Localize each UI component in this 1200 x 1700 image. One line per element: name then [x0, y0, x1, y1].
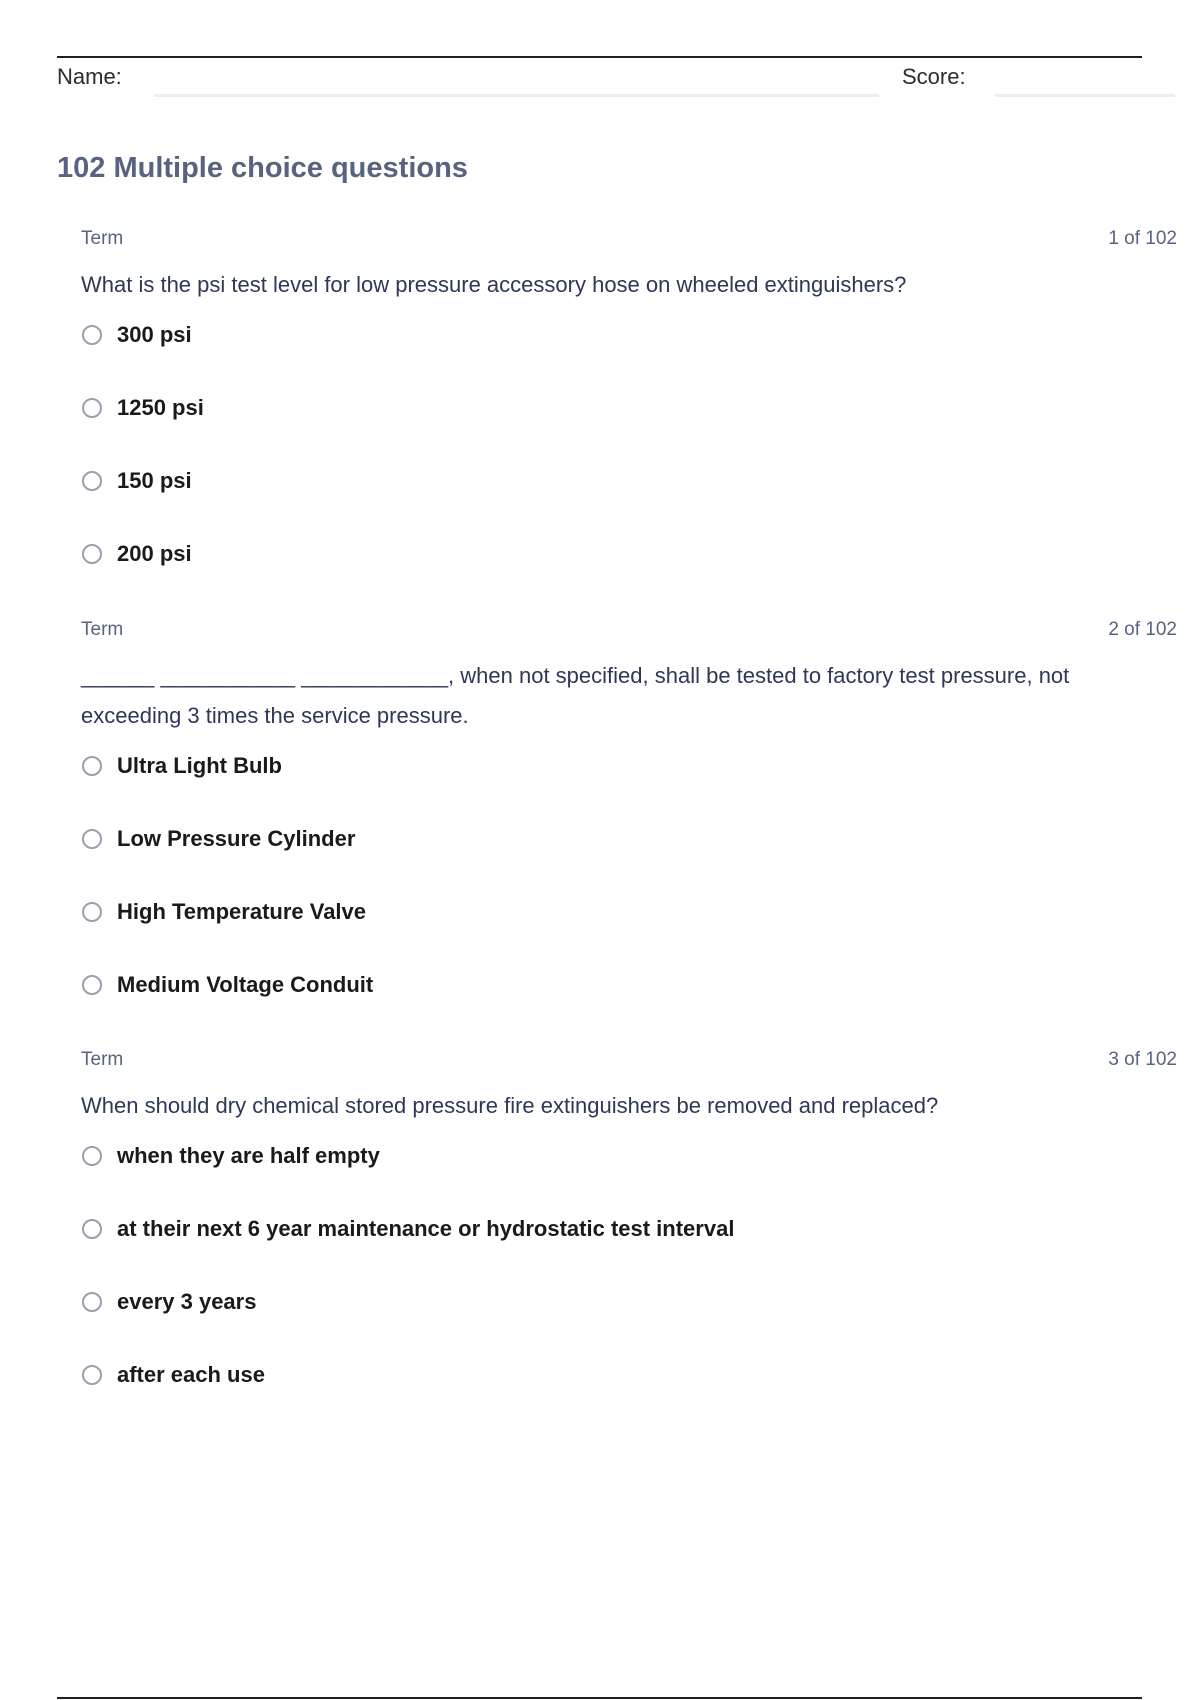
option-label: 300 psi	[117, 322, 192, 347]
radio-icon[interactable]	[82, 756, 102, 776]
set-title: 102 Multiple choice questions	[57, 152, 468, 184]
answer-option[interactable]	[81, 540, 1177, 613]
answer-options	[81, 1142, 1177, 1434]
radio-icon[interactable]	[82, 1219, 102, 1239]
question-counter: 2 of 102	[1108, 619, 1177, 640]
question-prompt: ______ ___________ ____________, when not specified, shall be tested to factory test pressure, not exceeding 3 times the service pressure.	[81, 663, 1070, 728]
radio-icon[interactable]	[82, 902, 102, 922]
answer-option[interactable]	[81, 971, 1177, 1044]
question-prompt: What is the psi test level for low pressure accessory hose on wheeled extinguishers?	[81, 272, 907, 297]
option-label: High Temperature Valve	[117, 899, 367, 924]
radio-icon[interactable]	[82, 1292, 102, 1312]
radio-icon[interactable]	[82, 829, 102, 849]
question-header	[81, 227, 1177, 253]
answer-option[interactable]	[81, 752, 1177, 825]
answer-option[interactable]	[81, 1142, 1177, 1215]
option-label: at their next 6 year maintenance or hydrostatic test interval	[117, 1216, 735, 1241]
question-card	[81, 227, 1177, 613]
answer-option[interactable]	[81, 321, 1177, 394]
radio-icon[interactable]	[82, 471, 102, 491]
top-rule	[57, 56, 1142, 58]
term-label: Term	[81, 619, 124, 640]
answer-option[interactable]	[81, 394, 1177, 467]
radio-icon[interactable]	[82, 325, 102, 345]
question-card	[81, 1048, 1177, 1434]
option-label: Medium Voltage Conduit	[117, 972, 374, 997]
term-label: Term	[81, 1049, 124, 1070]
radio-icon[interactable]	[82, 1146, 102, 1166]
term-label: Term	[81, 228, 124, 249]
question-header	[81, 618, 1177, 644]
option-label: when they are half empty	[117, 1143, 380, 1168]
option-label: Ultra Light Bulb	[117, 753, 282, 778]
question-counter: 3 of 102	[1108, 1049, 1177, 1070]
answer-option[interactable]	[81, 1361, 1177, 1434]
answer-option[interactable]	[81, 898, 1177, 971]
radio-icon[interactable]	[82, 544, 102, 564]
answer-option[interactable]	[81, 1288, 1177, 1361]
answer-options	[81, 321, 1177, 613]
option-label: 1250 psi	[117, 395, 204, 420]
question-header	[81, 1048, 1177, 1074]
score-field[interactable]	[995, 94, 1175, 97]
bottom-rule	[57, 1697, 1142, 1699]
answer-options	[81, 752, 1177, 1044]
option-label: after each use	[117, 1362, 265, 1387]
option-label: 200 psi	[117, 541, 192, 566]
radio-icon[interactable]	[82, 1365, 102, 1385]
option-label: Low Pressure Cylinder	[117, 826, 356, 851]
question-prompt: When should dry chemical stored pressure fire extinguishers be removed and replaced?	[81, 1093, 939, 1118]
worksheet-header	[57, 64, 1177, 100]
radio-icon[interactable]	[82, 975, 102, 995]
name-label: Name:	[57, 64, 122, 89]
option-label: every 3 years	[117, 1289, 257, 1314]
option-label: 150 psi	[117, 468, 192, 493]
answer-option[interactable]	[81, 467, 1177, 540]
radio-icon[interactable]	[82, 398, 102, 418]
name-field[interactable]	[154, 94, 879, 97]
score-label: Score:	[902, 64, 966, 89]
answer-option[interactable]	[81, 1215, 1177, 1288]
answer-option[interactable]	[81, 825, 1177, 898]
question-card	[81, 618, 1177, 1044]
question-counter: 1 of 102	[1108, 228, 1177, 249]
